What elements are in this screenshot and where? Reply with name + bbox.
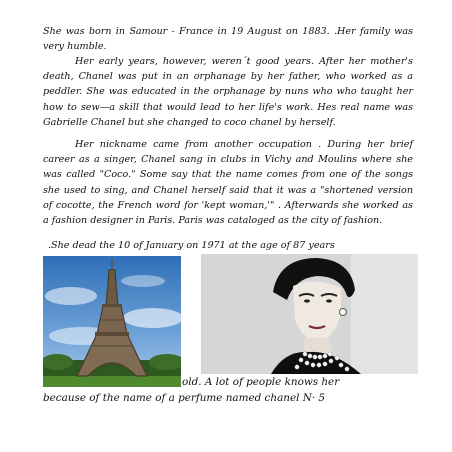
eiffel-tower-photo <box>43 256 181 387</box>
chanel-portrait-photo <box>201 254 418 374</box>
paragraph-birth: She was born in Samour - France in 19 August on 1883. .Her family was very humble. <box>43 26 413 53</box>
paragraph-early-years <box>43 54 413 130</box>
paragraph-death: .She dead the 10 of January on 1971 at the age of 87 years <box>48 240 335 251</box>
paragraph-nickname-text: Her nickname came from another occupation . During her brief career as a singer, Chanel sang in clubs in Vichy and Moulins where she was called "Coco." Some say that the name comes from one of the songs she used to sing, and Chanel herself said that it was a "shortened version of cocotte, the French word for 'kept woman,'" . Afterwards she worked as a fashion designer in Paris. Paris was cataloged as the city of fashion. <box>43 139 413 227</box>
paragraph-early-years-text: Her early years, however, weren´t good years. After her mother's death, Chanel was put in an orphanage by her father, who worked as a peddler. She was educated in the orphanage by nuns who who taught her how to sew—a skill that would lead to her life's work. Hes real name was Gabrielle Chanel but she changed to coco chanel by herself. <box>43 56 413 128</box>
paragraph-perfume: because of the name of a perfume named chanel N· 5 <box>43 392 326 404</box>
paragraph-known-for: old. A lot of people knows her <box>182 376 340 388</box>
paragraph-nickname <box>43 137 413 228</box>
